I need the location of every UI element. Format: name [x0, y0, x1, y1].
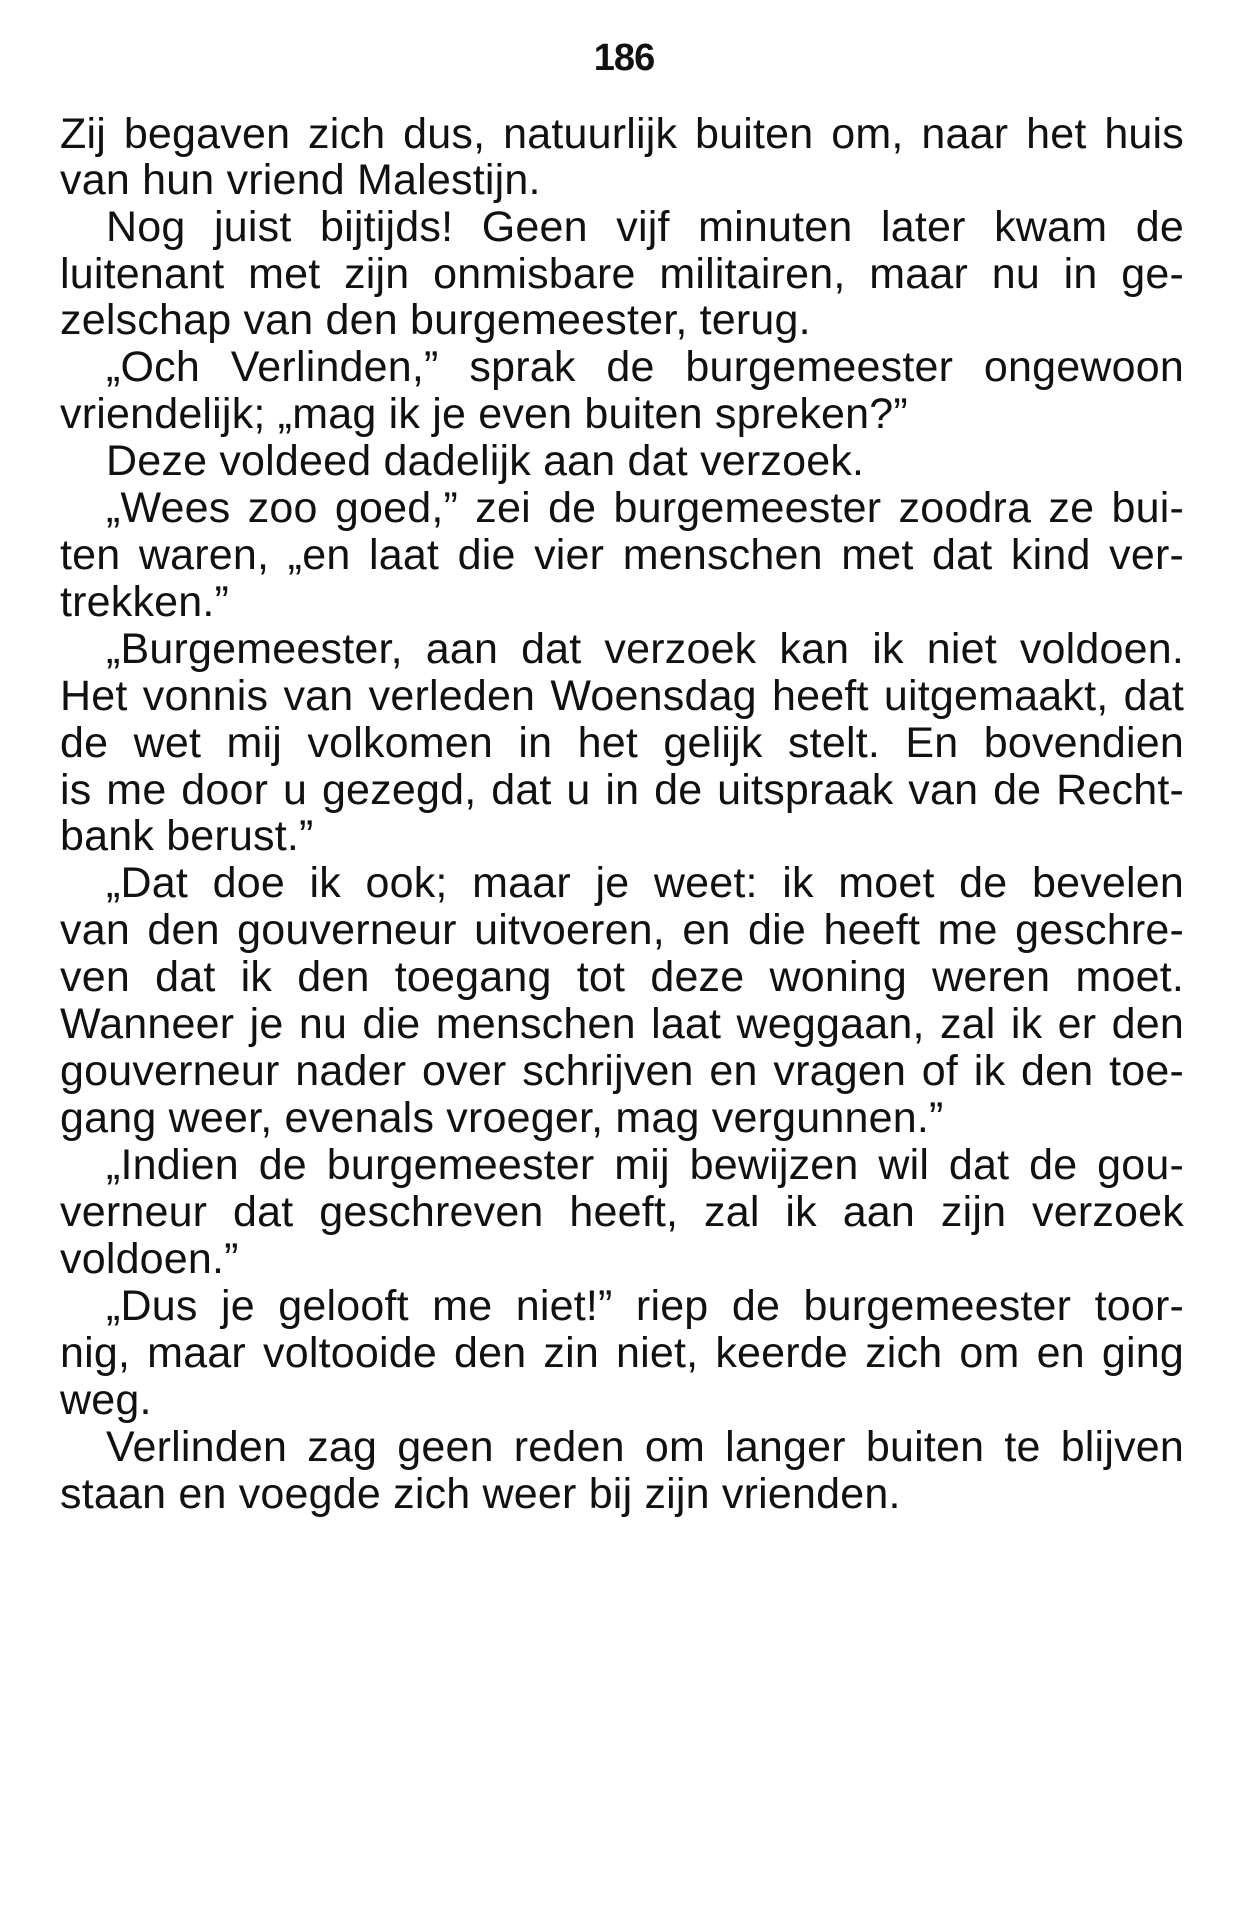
text-line: van hun vriend Malestijn.: [60, 156, 541, 204]
text-line: bank berust.”: [60, 812, 314, 860]
page-number: 186: [593, 37, 655, 79]
text-line: ten waren, „en laat die vier menschen met dat kind ver-: [60, 531, 1184, 579]
text-line: Wanneer je nu die menschen laat weggaan, zal ik er den: [60, 1000, 1184, 1048]
text-line: „Wees zoo goed,” zei de burgemeester zoodra ze bui-: [106, 484, 1184, 532]
text-line: nig, maar voltooide den zin niet, keerde zich om en ging: [60, 1329, 1184, 1377]
text-line: „Dat doe ik ook; maar je weet: ik moet de bevelen: [106, 859, 1184, 907]
text-line: is me door u gezegd, dat u in de uitspraak van de Recht-: [60, 766, 1184, 814]
text-line: Het vonnis van verleden Woensdag heeft uitgemaakt, dat: [60, 672, 1184, 720]
text-line: van den gouverneur uitvoeren, en die heeft me geschre-: [60, 906, 1184, 954]
text-line: vriendelijk; „mag ik je even buiten spreken?”: [60, 390, 908, 438]
text-line: „Indien de burgemeester mij bewijzen wil dat de gou-: [106, 1141, 1184, 1189]
text-line: voldoen.”: [60, 1235, 239, 1283]
text-line: „Burgemeester, aan dat verzoek kan ik niet voldoen.: [106, 625, 1184, 673]
text-line: weg.: [60, 1376, 152, 1424]
text-line: luitenant met zijn onmisbare militairen, maar nu in ge-: [60, 250, 1184, 298]
text-line: staan en voegde zich weer bij zijn vrienden.: [60, 1470, 901, 1518]
text-line: zelschap van den burgemeester, terug.: [60, 296, 811, 344]
text-line: Zij begaven zich dus, natuurlijk buiten om, naar het huis: [60, 110, 1184, 158]
text-line: ven dat ik den toegang tot deze woning weren moet.: [60, 953, 1184, 1001]
text-line: „Dus je gelooft me niet!” riep de burgemeester toor-: [106, 1282, 1184, 1330]
text-line: Nog juist bijtijds! Geen vijf minuten later kwam de: [106, 203, 1184, 251]
text-line: de wet mij volkomen in het gelijk stelt. En bovendien: [60, 719, 1184, 767]
text-line: verneur dat geschreven heeft, zal ik aan zijn verzoek: [60, 1188, 1184, 1236]
text-line: Verlinden zag geen reden om langer buiten te blijven: [106, 1423, 1184, 1471]
text-line: „Och Verlinden,” sprak de burgemeester ongewoon: [106, 343, 1184, 391]
text-line: gouverneur nader over schrijven en vragen of ik den toe-: [60, 1047, 1184, 1095]
text-line: trekken.”: [60, 578, 230, 626]
text-line: gang weer, evenals vroeger, mag vergunnen.”: [60, 1094, 944, 1142]
text-line: Deze voldeed dadelijk aan dat verzoek.: [106, 437, 865, 485]
